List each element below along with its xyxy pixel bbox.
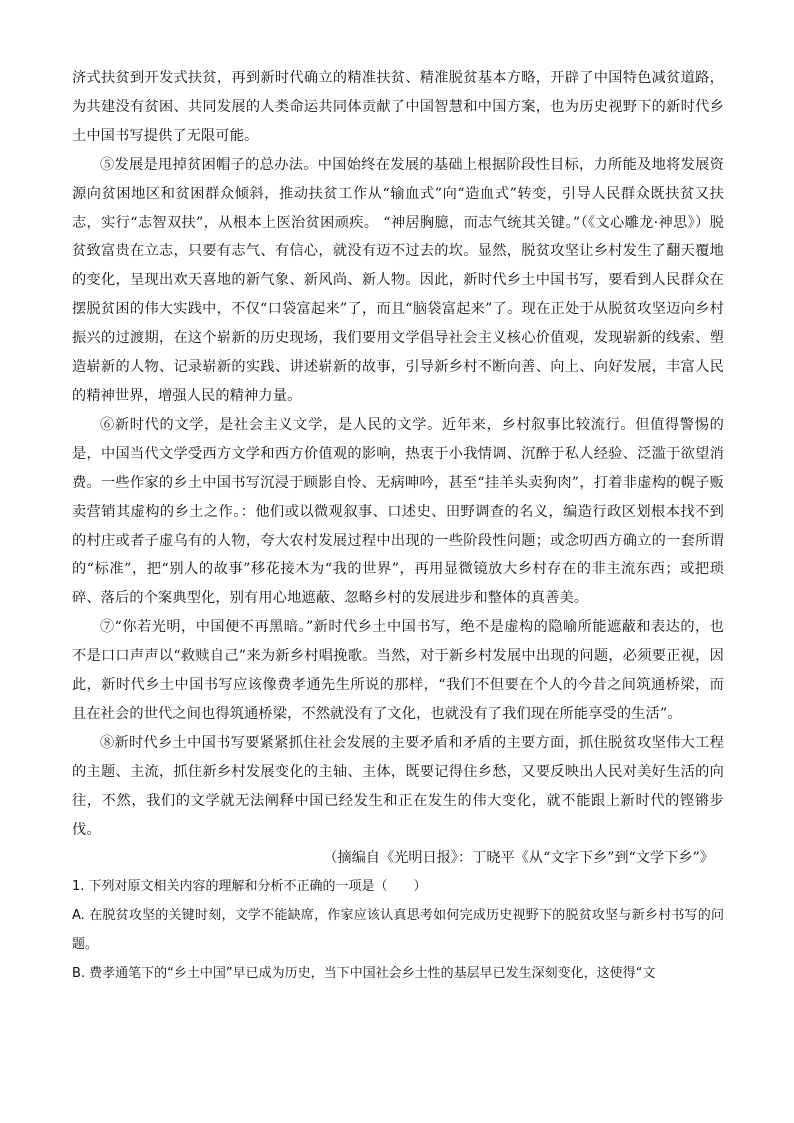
source-citation: （摘编自《光明日报》：丁晓平《从“文字下乡”到“文学下乡”》 xyxy=(323,850,714,867)
question-stem: 1. 下列对原文相关内容的理解和分析不正确的一项是（ ） xyxy=(72,879,427,895)
paragraph-6: ⑥新时代的文学，是社会主义文学，是人民的文学。近年来，乡村叙事比较流行。但值得警惕的是，中国当代文学受西方文学和西方价值观的影响，热衷于小我情调、沉醉于私人经验、泛滥于欲望消费。一些作家的乡土中国书写沉浸于顾影自怜、无病呻吟，甚至“挂羊头卖狗肉”，打着非虚构的幌子贩卖营销其虚构的乡土之作。：他们或以微观叙事、口述史、田野调查的名义，编造行政区划根本找不到的村庄或者子虚乌有的人物，夸大农村发展过程中出现的一些阶段性问题；或念叨西方确立的一套所谓的“标准”，把“别人的故事”移花接木为“我的世界”，再用显微镜放大乡村存在的非主流东西；或把琐碎、落后的个案典型化，别有用心地遮蔽、忽略乡村的发展进步和整体的真善美。 xyxy=(72,416,724,607)
question-option-b: B. 费孝通笔下的“乡土中国”早已成为历史，当下中国社会乡土性的基层早已发生深刻变化，这使得“文 xyxy=(72,966,656,982)
paragraph-8: ⑧新时代乡土中国书写要紧紧抓住社会发展的主要矛盾和矛盾的主要方面，抓住脱贫攻坚伟大工程的主题、主流，抓住新乡村发展变化的主轴、主体，既要记得住乡愁，又要反映出人民对美好生活的向往，不然，我们的文学就无法阐释中国已经发生和正在发生的伟大变化，就不能跟上新时代的铿锵步伐。 xyxy=(72,734,724,838)
paragraph-7: ⑦“你若光明，中国便不再黑暗。”新时代乡土中国书写，绝不是虚构的隐喻所能遮蔽和表达的，也不是口口声声以“救赎自己”来为新乡村唱挽歌。当然，对于新乡村发展中出现的问题，必须要正视，因此，新时代乡土中国书写应该像费孝通先生所说的那样，“我们不但要在个人的今昔之间筑通桥梁，而且在社会的世代之间也得筑通桥梁，不然就没有了文化，也就没有了我们现在所能享受的生活”。 xyxy=(72,619,724,722)
paragraph-5: ⑤发展是甩掉贫困帽子的总办法。中国始终在发展的基础上根据阶段性目标，力所能及地将发展资源向贫困地区和贫困群众倾斜，推动扶贫工作从“输血式”向“造血式”转变，引导人民群众既扶贫又扶志，实行“志智双扶”，从根本上医治贫困顽疾。 “神居胸臆，而志气统其关键。”（《文心雕龙·神思》）脱贫致富贵在立志，只要有志气、有信心，就没有迈不过去的坎。显然，脱贫攻坚让乡村发生了翻天覆地的变化，呈现出欢天喜地的新气象、新风尚、新人物。因此，新时代乡土中国书写，要看到人民群众在摆脱贫困的伟大实践中，不仅“口袋富起来”了，而且“脑袋富起来”了。现在正处于从脱贫攻坚迈向乡村振兴的过渡期，在这个崭新的历史现场，我们要用文学倡导社会主义核心价值观，发现崭新的线索、塑造崭新的人物、记录崭新的实践、讲述崭新的故事，引导新乡村不断向善、向上、向好发展，丰富人民的精神世界，增强人民的精神力量。 xyxy=(72,156,724,404)
paragraph-continuation: 济式扶贫到开发式扶贫，再到新时代确立的精准扶贫、精准脱贫基本方略，开辟了中国特色减贫道路，为共建没有贫困、共同发展的人类命运共同体贡献了中国智慧和中国方案，也为历史视野下的新时代乡土中国书写提供了无限可能。 xyxy=(72,70,724,144)
document-page xyxy=(72,64,724,989)
question-option-a: A. 在脱贫攻坚的关键时刻，文学不能缺席，作家应该认真思考如何完成历史视野下的脱贫攻坚与新乡村书写的问题。 xyxy=(72,908,724,953)
